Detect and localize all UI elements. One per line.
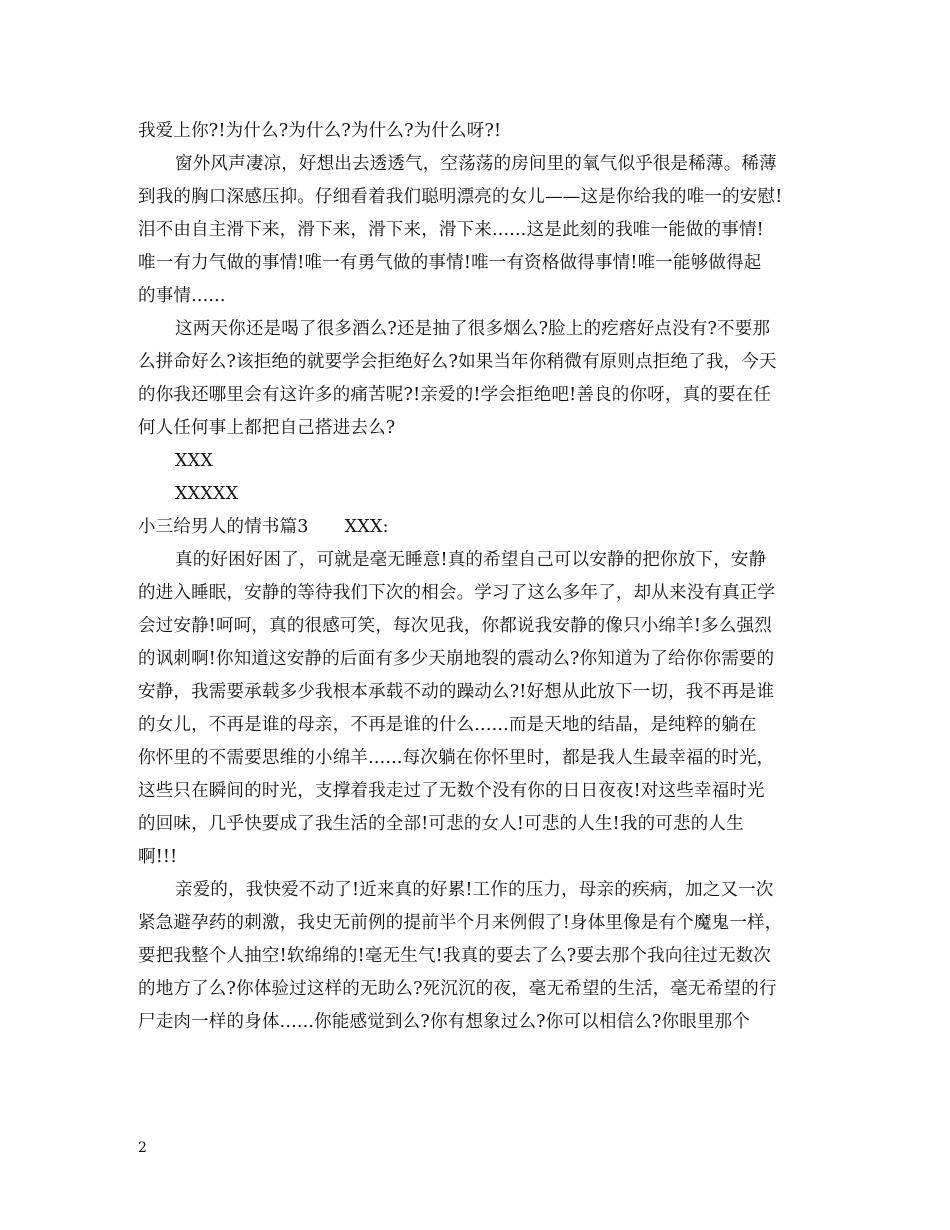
signature-line: XXXXX (175, 484, 239, 504)
text-line: 会过安静!呵呵，真的很感可笑，每次见我，你都说我安静的像只小绵羊!多么强烈 (138, 616, 772, 636)
paragraph-start-line: 亲爱的，我快爱不动了!近来真的好累!工作的压力，母亲的疾病，加之又一次 (175, 880, 774, 900)
text-line: 的你我还哪里会有这许多的痛苦呢?!亲爱的!学会拒绝吧!善良的你呀，真的要在任 (138, 385, 772, 405)
text-line: 泪不由自主滑下来，滑下来，滑下来，滑下来......这是此刻的我唯一能做的事情! (138, 220, 764, 240)
text-line: 紧急避孕药的刺激，我史无前例的提前半个月来例假了!身体里像是有个魔鬼一样， (138, 913, 783, 933)
section-heading (138, 511, 828, 544)
text-line: 这些只在瞬间的时光，支撑着我走过了无数个没有你的日日夜夜!对这些幸福时光 (138, 781, 765, 801)
text-line: 的进入睡眠，安静的等待我们下次的相会。学习了这么多年了，却从来没有真正学 (138, 583, 776, 603)
text-line: 的讽刺啊!你知道这安静的后面有多少天崩地裂的震动么?你知道为了给你你需要的 (138, 649, 775, 669)
text-line: 尸走肉一样的身体......你能感觉到么?你有想象过么?你可以相信么?你眼里那个 (138, 1012, 751, 1032)
text-line: 何人任何事上都把自己搭进去么? (138, 418, 396, 438)
text-line: 的女儿，不再是谁的母亲，不再是谁的什么......而是天地的结晶，是纯粹的躺在 (138, 715, 757, 735)
text-line: 到我的胸口深感压抑。仔细看着我们聪明漂亮的女儿——这是你给我的唯一的安慰! (138, 187, 783, 207)
page-number: 2 (138, 1140, 147, 1156)
text-line: 的回味，几乎快要成了我生活的全部!可悲的女人!可悲的人生!我的可悲的人生 (138, 814, 744, 834)
document-body (138, 115, 828, 1039)
text-line: 的事情...... (138, 286, 226, 306)
signature-line: XXX (175, 451, 213, 471)
text-line: 你怀里的不需要思维的小绵羊......每次躺在你怀里时，都是我人生最幸福的时光， (138, 748, 775, 768)
section-salutation: XXX: (344, 517, 389, 537)
section-title: 小三给男人的情书篇3 (138, 517, 309, 537)
text-line: 唯一有力气做的事情!唯一有勇气做的事情!唯一有资格做得事情!唯一能够做得起 (138, 253, 762, 273)
paragraph-start-line: 这两天你还是喝了很多酒么?还是抽了很多烟么?脸上的疙瘩好点没有?不要那 (175, 319, 771, 339)
paragraph-start-line: 窗外风声凄凉，好想出去透透气，空荡荡的房间里的氧气似乎很是稀薄。稀薄 (175, 154, 777, 174)
text-line: 安静，我需要承载多少我根本承载不动的躁动么?!好想从此放下一切，我不再是谁 (138, 682, 775, 702)
paragraph-start-line: 真的好困好困了，可就是毫无睡意!真的希望自己可以安静的把你放下，安静 (175, 550, 767, 570)
text-line: 要把我整个人抽空!软绵绵的!毫无生气!我真的要去了么?要去那个我向往过无数次 (138, 946, 772, 966)
text-line: 啊!!! (138, 847, 178, 867)
text-line: 的地方了么?你体验过这样的无助么?死沉沉的夜，毫无希望的生活，毫无希望的行 (138, 979, 777, 999)
text-line: 我爱上你?!为什么?为什么?为什么?为什么呀?! (138, 121, 502, 141)
text-line: 么拼命好么?该拒绝的就要学会拒绝好么?如果当年你稍微有原则点拒绝了我，今天 (138, 352, 777, 372)
